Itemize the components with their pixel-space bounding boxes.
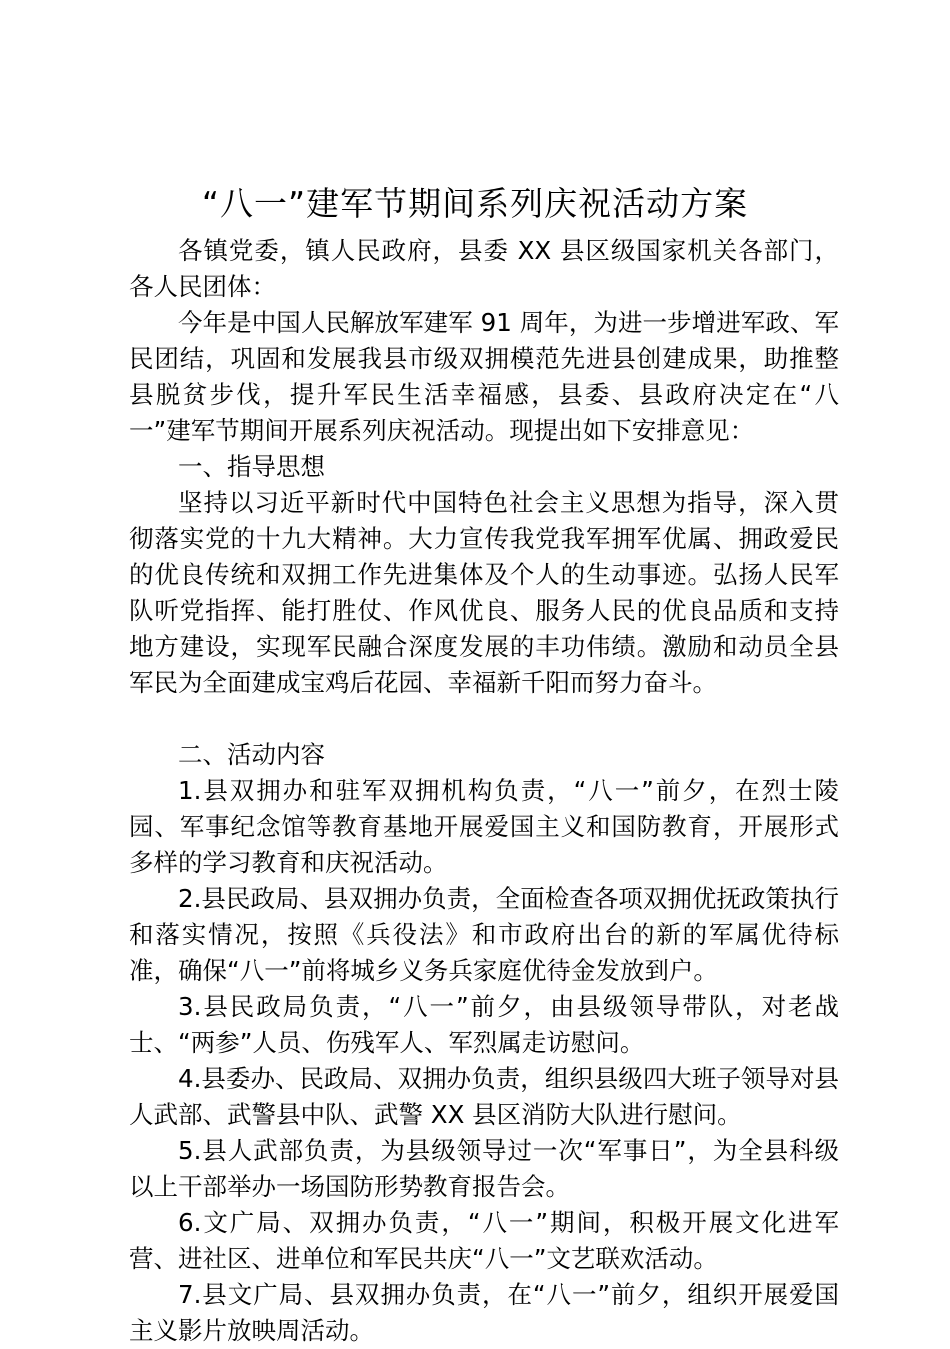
salutation-paragraph: 各镇党委，镇人民政府，县委 XX 县区级国家机关各部门，各人民团体： <box>129 236 839 301</box>
activity-item: 2.县民政局、县双拥办负责，全面检查各项双拥优抚政策执行和落实情况，按照《兵役法》和市政府出台的新的军属优待标准，确保“八一”前将城乡义务兵家庭优待金发放到户。 <box>129 884 839 985</box>
activity-item: 7.县文广局、县双拥办负责，在“八一”前夕，组织开展爱国主义影片放映周活动。 <box>129 1280 839 1345</box>
activity-item: 1.县双拥办和驻军双拥机构负责，“八一”前夕，在烈士陵园、军事纪念馆等教育基地开展爱国主义和国防教育，开展形式多样的学习教育和庆祝活动。 <box>129 776 839 877</box>
intro-paragraph: 今年是中国人民解放军建军 91 周年，为进一步增进军政、军民团结，巩固和发展我县市级双拥模范先进县创建成果，助推整县脱贫步伐，提升军民生活幸福感，县委、县政府决定在“八一”建军节期间开展系列庆祝活动。现提出如下安排意见： <box>129 308 839 445</box>
guiding-ideology-paragraph: 坚持以习近平新时代中国特色社会主义思想为指导，深入贯彻落实党的十九大精神。大力宣传我党我军拥军优属、拥政爱民的优良传统和双拥工作先进集体及个人的生动事迹。弘扬人民军队听党指挥、能打胜仗、作风优良、服务人民的优良品质和支持地方建设，实现军民融合深度发展的丰功伟绩。激励和动员全县军民为全面建成宝鸡后花园、幸福新千阳而努力奋斗。 <box>129 488 839 697</box>
activity-item: 4.县委办、民政局、双拥办负责，组织县级四大班子领导对县人武部、武警县中队、武警 XX 县区消防大队进行慰问。 <box>129 1064 839 1129</box>
section-heading-guiding-ideology: 一、指导思想 <box>178 452 325 481</box>
activity-item: 6.文广局、双拥办负责，“八一”期间，积极开展文化进军营、进社区、进单位和军民共庆“八一”文艺联欢活动。 <box>129 1208 839 1273</box>
document-title: “八一”建军节期间系列庆祝活动方案 <box>201 184 749 223</box>
activity-item: 5.县人武部负责，为县级领导过一次“军事日”，为全县科级以上干部举办一场国防形势教育报告会。 <box>129 1136 839 1201</box>
activity-item: 3.县民政局负责，“八一”前夕，由县级领导带队，对老战士、“两参”人员、伤残军人、军烈属走访慰问。 <box>129 992 839 1057</box>
document-body <box>129 233 839 1349</box>
section-heading-activity-content: 二、活动内容 <box>178 740 325 769</box>
